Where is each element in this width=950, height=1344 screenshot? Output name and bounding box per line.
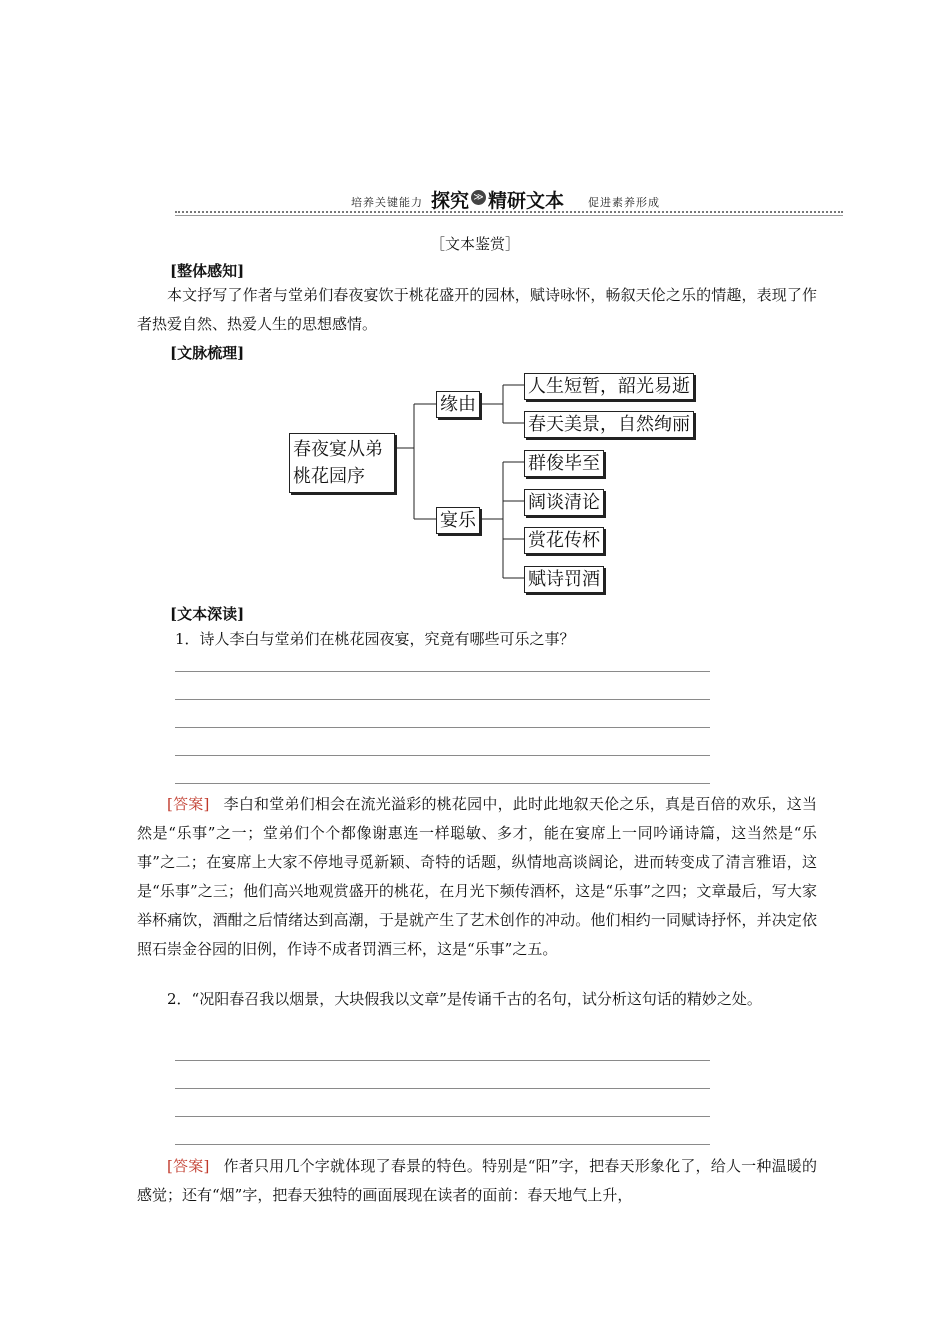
question-2: 2．“况阳春召我以烟景，大块假我以文章”是传诵千古的名句，试分析这句话的精妙之处。 xyxy=(167,990,762,1008)
answer-line xyxy=(175,727,710,728)
leaf-spring-scenery: 春天美景，自然绚丽 xyxy=(524,411,694,438)
answer-line xyxy=(175,1088,710,1089)
answer-line xyxy=(175,699,710,700)
root-line-1: 春夜宴从弟 xyxy=(293,439,383,460)
overall-text: 本文抒写了作者与堂弟们春夜宴饮于桃花盛开的园林，赋诗咏怀，畅叙天伦之乐的情趣，表现了作者热爱自然、热爱人生的思想感情。 xyxy=(137,286,817,333)
leaf-life-short: 人生短暂，韶光易逝 xyxy=(524,373,694,400)
leaf-flowers-cups: 赏花传杯 xyxy=(524,527,604,554)
banner-right-text: 促进素养形成 xyxy=(588,196,660,209)
answer-tag: [答案] xyxy=(167,795,210,813)
answer-2 xyxy=(137,1152,817,1210)
answer-2-text: 作者只用几个字就体现了春景的特色。特别是“阳”字，把春天形象化了，给人一种温暖的感觉；还有“烟”字，把春天独特的画面展现在读者的面前：春天地气上升， xyxy=(137,1157,817,1204)
answer-line xyxy=(175,783,710,784)
answer-line xyxy=(175,755,710,756)
root-line-2: 桃花园序 xyxy=(293,466,365,487)
answer-line xyxy=(175,1144,710,1145)
banner-left-text: 培养关键能力 xyxy=(351,196,423,209)
answer-line xyxy=(175,1116,710,1117)
deep-reading-heading: [文本深读] xyxy=(170,605,245,623)
answer-1-text: 李白和堂弟们相会在流光溢彩的桃花园中，此时此地叙天伦之乐，真是百倍的欢乐，这当然是“乐事”之一；堂弟们个个都像谢惠连一样聪敏、多才，能在宴席上一同吟诵诗篇，这当然是“乐事”之二；在宴席上大家不停地寻觅新颖、奇特的话题，纵情地高谈阔论，进而转变成了清言雅语，这是“乐事”之三；他们高兴地观赏盛开的桃花，在月光下频传酒杯，这是“乐事”之四；文章最后，写大家举杯痛饮，酒酣之后情绪达到高潮，于是就产生了艺术创作的冲动。他们相约一同赋诗抒怀，并决定依照石崇金谷园的旧例，作诗不成者罚酒三杯，这是“乐事”之五。 xyxy=(137,795,817,958)
leaf-poem-penalty: 赋诗罚酒 xyxy=(524,566,604,593)
banner-title-left: 探究 xyxy=(431,190,470,212)
answer-line xyxy=(175,671,710,672)
leaf-talk: 阔谈清论 xyxy=(524,489,604,516)
page-subtitle: ［文本鉴赏］ xyxy=(429,235,520,253)
branch-yuanyou: 缘由 xyxy=(436,391,480,418)
branch-yanle: 宴乐 xyxy=(436,507,480,534)
structure-heading: [文脉梳理] xyxy=(170,344,245,362)
diagram-root xyxy=(289,433,395,493)
leaf-gathering: 群俊毕至 xyxy=(524,450,604,477)
banner-arrow-icon: ≫ xyxy=(471,190,486,205)
question-1: 1．诗人李白与堂弟们在桃花园夜宴，究竟有哪些可乐之事？ xyxy=(175,630,575,648)
banner-title-right: 精研文本 xyxy=(488,190,565,212)
answer-tag: [答案] xyxy=(167,1157,210,1175)
answer-line xyxy=(175,1060,710,1061)
overall-heading: [整体感知] xyxy=(170,262,245,280)
structure-diagram xyxy=(0,0,950,600)
answer-1 xyxy=(137,790,817,964)
